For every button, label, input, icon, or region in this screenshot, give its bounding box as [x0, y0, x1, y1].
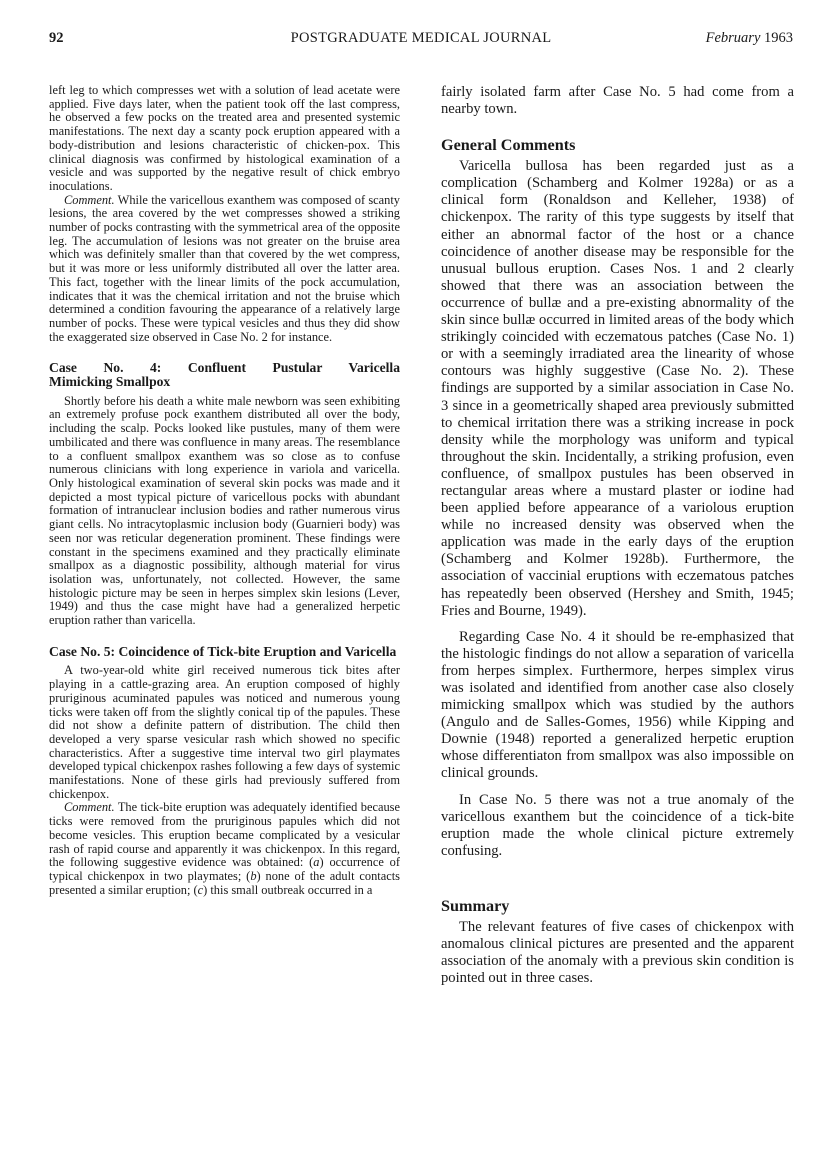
paragraph-summary: The relevant features of five cases of chickenpox with anomalous clinical pictures are presented and the apparent association of the anomaly with a previous skin condition is pointed out in three cases.: [441, 918, 794, 987]
heading-case-4: Case No. 4: Confluent Pustular Varicella Mimicking Smallpox: [49, 360, 400, 390]
left-column: [49, 84, 400, 897]
issue-date: [706, 30, 793, 47]
page-number: 92: [49, 30, 64, 46]
paragraph-general-3: In Case No. 5 there was not a true anomaly of the varicellous exanthem but the coincidence of a tick-bite eruption made the whole clinical picture extremely confusing.: [441, 791, 794, 859]
paragraph-general-2: Regarding Case No. 4 it should be re-emphasized that the histologic findings do not allow a separation of varicella from herpes simplex. Furthermore, herpes simplex virus was isolated and identified from another case also closely mimicking smallpox which was studied by the authors (Angulo and de Salles-Gomes, 1956) while Kipping and Downie (1948) reported a generalized herpetic eruption whose differentiaton from smallpox was also impossible on clinical grounds.: [441, 628, 794, 782]
paragraph-case5: A two-year-old white girl received numerous tick bites after playing in a cattle-grazing area. An eruption composed of highly pruriginous acuminated papules was noticed and numerous young ticks were taken off from the slightly conical tip of the papules. These did not show a definite pattern of distribution. The child then developed a very sparse vesicular rash which showed no specific characteristics. After a suggestive time interval two girl playmates developed typical chickenpox rashes following a few days of systemic manifestations. None of these girls had previously suffered from chickenpox.: [49, 663, 400, 801]
running-head: [49, 30, 793, 48]
heading-summary: Summary: [441, 896, 510, 915]
paragraph-case3-comment: Comment. While the varicellous exanthem was composed of scanty lesions, the area covered by the wet compresses showed a striking number of pocks contrasting with the symmetrical area of the opposite leg. The accumulation of lesions was not greater on the bruise area which was definitely smaller than that covered by the wet compress, but it was more or less uniformly distributed all over the latter area. This fact, together with the linear limits of the pock accumulation, indicates that it was the chemical irritation and not the bruise which determined a condition favouring the appearance of a relatively large number of pocks. These were typical vesicles and thus they did show the exaggerated size observed in Case No. 2 for instance.: [49, 192, 400, 344]
right-column: [441, 84, 794, 987]
heading-general-comments: General Comments: [441, 136, 576, 155]
comment-label: Comment.: [64, 192, 115, 207]
issue-month: February: [705, 30, 761, 46]
journal-title: POSTGRADUATE MEDICAL JOURNAL: [290, 30, 552, 46]
paragraph-case3-continued: left leg to which compresses wet with a solution of lead acetate were applied. Five days later, when the patient took off the last compress, he observed a few pocks on the treated area and presented systemic manifestations. The next day a scanty pock eruption appeared with a body-distribution and lesions characteristic of chicken-pox. This clinical diagnosis was confirmed by histological examination of a vesicle and was supported by the negative result of chick embryo inoculations.: [49, 83, 400, 193]
heading-case-5: Case No. 5: Coincidence of Tick-bite Eruption and Varicella: [49, 643, 397, 659]
paragraph-case5-continued: fairly isolated farm after Case No. 5 had come from a nearby town.: [441, 84, 794, 118]
paragraph-case5-comment: Comment. The tick-bite eruption was adequately identified because ticks were removed from the pruriginous papules which did not become vesicles. This eruption became complicated by a vesicular rash of rapid course and apparently it was chickenpox. In this regard, the following suggestive evidence was obtained: (a) occurrence of typical chickenpox in two playmates; (b) none of the adult contacts presented a similar eruption; (c) this small outbreak occurred in a: [49, 800, 400, 897]
comment-label: Comment.: [64, 800, 115, 815]
issue-year: 1963: [764, 30, 793, 46]
paragraph-case4: Shortly before his death a white male newborn was seen exhibiting an extremely profuse pock exanthem distributed all over the body, including the scalp. Pocks looked like pustules, many of them were umbilicated and there was confluence in many areas. The resemblance to a confluent smallpox exanthem was so close as to confuse numerous clinicians with long experience in variola and varicella. Only histological examination of several skin pocks was made and it depicted a most typical picture of varicellous pocks with abundant formation of intranuclear inclusion bodies and rather numerous virus giant cells. No intracytoplasmic inclusion body (Guarnieri body) was seen nor was reticular degeneration prominent. These findings were constant in the specimens examined and they practically eliminate smallpox as a diagnostic possibility, although material for virus isolation was, unfortunately, not collected. However, the same histologic picture may be seen in herpes simplex skin lesions (Lever, 1949) and thus the case might have had a generalized herpetic eruption rather than varicella.: [49, 393, 400, 628]
paragraph-general-1: Varicella bullosa has been regarded just as a complication (Schamberg and Kolmer 1928a) or as a clinical form (Ronaldson and Kelleher, 1938) of chickenpox. The rarity of this type suggests by itself that either an abnormal factor of the host or a chance coincidence of another disease may be responsible for the unusual bullous eruption. Cases Nos. 1 and 2 clearly showed that there was an association between the occurrence of bullæ and a pre-existing abnormality of the skin since bullæ occurred in limited areas of the body which strikingly coincided with eczematous patches (Case No. 1) or with a seemingly irradiated area the linearity of whose contours was highly suggestive (Case No. 2). These findings are supported by a similar association in Case No. 3 since in a geometrically shaped area previously submitted to chemical irritation there was a striking increase in pock density while the morphology was uniform and typical throughout the skin. Incidentally, a striking profusion, even confluence, of smallpox pustules has been observed in rectangular areas where a mustard plaster or iodine had been applied before appearance of a variolous eruption while no increased density was observed when the application was made in the early days of the eruption (Schamberg and Kolmer 1928b). Furthermore, the association of vaccinial eruptions with eczematous patches has repeatedly been observed (Hershey and Smith, 1945; Fries and Bourne, 1949).: [441, 158, 794, 619]
